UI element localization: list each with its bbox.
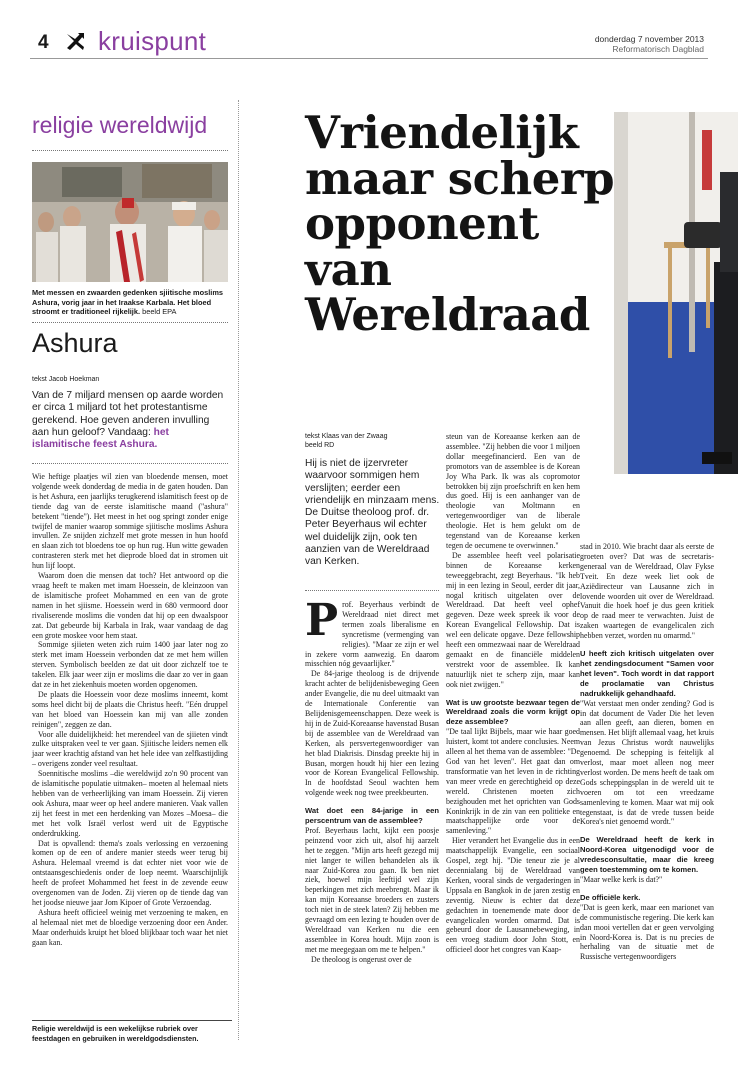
ashura-photo — [32, 162, 228, 282]
article-headline: Vriendelijk maar scherp opponent van Wereldraad — [305, 106, 615, 341]
body-paragraph: Sommige sjiieten weten zich ruim 1400 jaar later nog zo sterk met imam Hoessein verbonden dat ze met hem willen sterven. Symbolisch beelden ze dat uit door zichzelf toe te takelen. Elk jaar weer zijn er moslims die daar zo ver in gaan dat ze in het ziekenhuis moeten worden opgenomen. — [32, 640, 228, 690]
body-paragraph: De 84-jarige theoloog is de drijvende kracht achter de belijdenisbeweging Geen ander Evangelie, die nu deel uitmaakt van de Internationale Conferentie van Belijdenisgemeenschappen. Deze week is hij in de Zuid-Koreaanse havenstad Busan bij de assemblee van de Wereldraad van Kerken, als persvertegenwoordiger van het blad Diakrisis. Dinsdag preekte hij in Busan, morgen houdt hij hier een lezing voor de Korean Evangelical Fellowship. In de hoofdstad Seoul wachten hem volgende week nog twee preekbeurten. — [305, 669, 439, 798]
interview-question: Wat doet een 84-jarige in een perscentrum van de assemblee? — [305, 806, 439, 826]
body-paragraph: stad in 2010. Wie bracht daar als eerste de groeten over? Dat was de secretaris-generaal van de Wereldraad, Olav Fykse Tveit. En deze week liet ook de Aziëdirecteur van Lausanne zich in lovende woorden uit over de Wereldraad. Vanuit die hoek hoef je dus geen kritiek op de raad meer te verwachten. Juist de zaken waartegen de evangelicalen zich hebben verzet, worden nu omarmd." — [580, 542, 714, 641]
issue-date: donderdag 7 november 2013 — [594, 34, 704, 44]
intro-highlight: het islamitische feest Ashura. — [32, 426, 169, 451]
newspaper-name: Reformatorisch Dagblad — [612, 44, 704, 54]
column-divider — [238, 100, 239, 1040]
date-block — [595, 34, 704, 54]
photo-caption — [32, 288, 230, 317]
intro-divider — [305, 590, 439, 591]
rubric-divider — [32, 150, 228, 151]
body-paragraph: De plaats die Hoessein voor deze moslims inneemt, komt soms heel dicht bij de plaats die Christus heeft. "Eén druppel van het bloed van Hoessein kan mij van alle zonden reinigen", zeggen ze dan. — [32, 689, 228, 729]
body-paragraph: "De taal lijkt Bijbels, maar wie haar goed luistert, komt tot andere conclusies. Neem alleen al het thema van de assemblee: "De God van het leven". Het gaat dan om transformatie van het leven in de richting van meer vrede en gerechtigheid op deze wereld. Christenen moeten zich bezighouden met het oprichten van Gods Koninkrijk in de zin van een politieke en maatschappelijke orde voor de samenleving." — [446, 727, 580, 836]
beyerhaus-photo — [614, 112, 738, 474]
article-intro: Hij is niet de ijzervreter waarvoor sommigen hem verslijten; eerder een vriendelijk en minzaam mens. De Duitse theoloog prof. dr. Peter Beyerhaus wil echter wel duidelijk zijn, ook ten aanzien van de Wereldraad van Kerken. — [305, 458, 440, 568]
caption-credit: beeld EPA — [142, 307, 177, 317]
body-paragraph: Hier verandert het Evangelie dus in een maatschappelijk Evangelie, een sociaal Gospel, zegt hij. "Die teneur zie je al decennialang bij de Wereldraad van Kerken, vooral sinds de vergaderingen in Uppsala en Bangkok in de jaren zestig en zeventig. Nieuw is echter dat deze gedachten in toenemende mate door de evangelicalen worden omarmd. Dat is gebeurd door de Lausannebeweging, in een vroeg stadium door John Stott, en officieel door het congres van Kaap- — [446, 836, 580, 955]
page-number: 4 — [38, 32, 49, 53]
ashura-intro — [32, 390, 228, 451]
ashura-headline: Ashura — [32, 328, 118, 358]
body-paragraph: Ashura heeft officieel weinig met verzoening te maken, en al helemaal niet met de bloedige verzoening door een Ander. Maar onderhuids kruipt het bloed blijkbaar toch waar het niet gaan kan. — [32, 907, 228, 947]
body-paragraph: "Maar welke kerk is dat?" — [580, 875, 663, 884]
caption-divider — [32, 322, 228, 323]
header-rule — [30, 58, 708, 59]
body-paragraph: "Wat verstaat men onder zending? God is in dat document de Vader Die het leven aan allen geeft, aan dieren, bomen en mensen. Het blijft allemaal vaag, het kruis van Jezus Christus wordt nauwelijks genoemd. De schepping is feitelijk al verlost, maar moet alleen nog meer verlost worden. De mens heeft de taak om Gods scheppingsplan in de wereld uit te voeren om tot een vreedzame samenleving te komen. Maar wat mij ook tegenstaat, is dat de vrede tussen beide Korea's niet genoemd wordt." — [580, 698, 714, 827]
interview-question: De officiële kerk. — [580, 892, 641, 902]
rubric-footer: Religie wereldwijd is een wekelijkse rubriek over feestdagen en gebruiken in wereldgodsdiensten. — [32, 1020, 232, 1043]
body-paragraph: De assemblee heeft veel polarisatie binnen de Koreaanse kerken teweeggebracht, zegt Beyerhaus. "Ik heb mij in een lezing in Seoul, eerder dit jaar, nogal kritisch uitgelaten over de Wereldraad. Dat heeft veel ophef gegeven. Deze week spreek ik voor de Korean Evangelical Fellowship. Dat is wel een delicate opgave. Deze fellowship heeft een ommezwaai naar de Wereldraad gemaakt en de financiële middelen verstrekt voor de assemblee. Ik kan natuurlijk niet te scherp zijn, maar kan ook niet zwijgen." — [446, 550, 580, 689]
interview-question: De Wereldraad heeft de kerk in Noord-Korea uitgenodigd voor de vredesconsultatie, maar die kreeg geen toestemming om te komen. — [580, 835, 714, 875]
body-paragraph: Prof. Beyerhaus lacht, kijkt een poosje peinzend voor zich uit, alsof hij aarzelt het te zeggen. "Mijn arts heeft gezegd mij niet langer te willen behandelen als ik naar Zuid-Korea zou gaan. Ik ben niet ziek, hoewel mijn leeftijd wel zijn beperkingen met zich meebrengt. Maar ik kan mijn Koreaanse broeders en zusters toch niet in de steek laten? Zij hebben me gevraagd om een lezing te houden over de Wereldraad van Kerken nu die een assemblee in Korea houdt. Mijn zoon is met me meegegaan om me te helpen." — [305, 825, 439, 954]
interview-question: Wat is uw grootste bezwaar tegen de Wereldraad zoals die vorm krijgt op deze assemblee? — [446, 697, 580, 727]
drop-cap: P — [305, 595, 339, 646]
section-title: kruispunt — [98, 26, 207, 56]
body-paragraph: "Dat is geen kerk, maar een marionet van de communistische regering. Die kerk kan dan mooi vertellen dat er geen vervolging in Noord-Korea is. Dat is nu precies de herhaling van de situatie met de Russische vertegenwoordigers — [580, 902, 714, 962]
caption-text: Met messen en zwaarden gedenken sjiitische moslims Ashura, vorig jaar in het Iraakse Karbala. Het bloed stroomt er traditioneel rijkelijk. — [32, 288, 223, 317]
article-column-3 — [580, 542, 714, 962]
ashura-byline: tekst Jacob Hoekman — [32, 376, 100, 383]
body-paragraph: steun van de Koreaanse kerken aan de assemblee. "Zij hebben die voor 1 miljoen dollar meegefinancierd. Een van de promotors van de assemblee is de Korean Joy Wha Park. Ik was als copromotor betrokken bij zijn proefschrift en ken hem dus goed. Hij is een aanhanger van de theologie van Moltmann en vertegenwoordiger van de liberale theologie. Het is hem gelukt om de tegenstand van de Koreaanse kerken tegen de oecumene te overwinnen." — [446, 432, 580, 550]
ashura-body — [32, 472, 228, 948]
body-paragraph: rof. Beyerhaus verbindt de Wereldraad niet direct met termen zoals liberalisme en syncretisme (vermenging van religies). "Maar ze zijn er wel in zekere vorm aanwezig. En daarom misschien nóg gevaarlijker." — [305, 600, 439, 669]
intro-text: Van de 7 miljard mensen op aarde worden er circa 1 miljard tot het protestantisme gerekend. Hoe geven anderen invulling aan hun geloof? Vandaag: — [32, 390, 224, 438]
article-column-2 — [446, 432, 580, 955]
byline-photo-credit: beeld RD — [305, 442, 335, 449]
interview-question: U heeft zich kritisch uitgelaten over het zendingsdocument "Samen voor het leven". Toch wordt in dat rapport de proclamatie van Christus nadrukkelijk gehandhaafd. — [580, 649, 714, 698]
rubric-title: religie wereldwijd — [32, 112, 208, 138]
body-paragraph: Voor alle duidelijkheid: het merendeel van de sjiieten vindt zulke uitspraken veel te ver gaan. Sjiitische leiders nemen elk jaar weer krachtig afstand van het hele idee van zelfkastijding – overigens zonder veel resultaat. — [32, 729, 228, 769]
byline-author: tekst Klaas van der Zwaag — [305, 433, 388, 440]
body-paragraph: Waarom doen die mensen dat toch? Het antwoord op die vraag heeft te maken met imam Hoessein, de kleinzoon van de islamitische profeet Mohammed en een van de grote namen in het sjiisme. Hoessein werd in 680 vermoord door rivaliserende moslims die vonden dat hij op een dwaalspoor zat. Dat gebeurde bij Karbala in Irak, waar vandaag de dag een grote moskee voor hem staat. — [32, 571, 228, 640]
article-column-1 — [305, 595, 439, 965]
kruispunt-logo-icon — [64, 30, 86, 52]
intro-divider — [32, 463, 228, 464]
body-paragraph: Soennitische moslims –die wereldwijd zo'n 90 procent van de islamitische populatie uitmaken– moeten al helemaal niets hebben van de verheerlijking van imam Hoessein. Zij vieren ook Ashura, maar weer op heel andere manieren. Vaak vallen zij het feest in met een herdenking van Mozes –Moesa– die met het volk Israël verlost werd uit de Egyptische onderdrukking. — [32, 769, 228, 838]
body-paragraph: De theoloog is ongerust over de — [311, 954, 412, 964]
body-paragraph: Dat is opvallend: thema's zoals verlossing en verzoening komen op de een of andere manier steeds weer terug bij Ashura. Helemaal vreemd is dat echter niet voor wie de ontstaansgeschiedenis onder de loep neemt. Waarschijnlijk heeft de profeet Mohammed het feest in de zevende eeuw overgenomen van de Joden. Zij vieren op de tiende dag van het joodse nieuwe jaar Jom Kipoer of Grote Verzoendag. — [32, 838, 228, 907]
article-byline — [305, 432, 388, 450]
body-paragraph: Wie heftige plaatjes wil zien van bloedende mensen, moet volgende week donderdag de media in de gaten houden. Dan is het Ashura, een jaarlijks terugkerend islamitisch feest op de tiende dag van de eerste islamitische maand ("ashura" betekent "tiende"). Het meest in het oog springt zonder enige twijfel de manier waarop sommige sjiitische moslims Ashura invullen. Ze snijden zichzelf met grote messen in hun hoofd en slaan zich tot bloedens toe op hun rug. Hun witte gewaden contrasteren sterk met het dieprode bloed dat in stromen uit hun lijf loopt. — [32, 472, 228, 571]
